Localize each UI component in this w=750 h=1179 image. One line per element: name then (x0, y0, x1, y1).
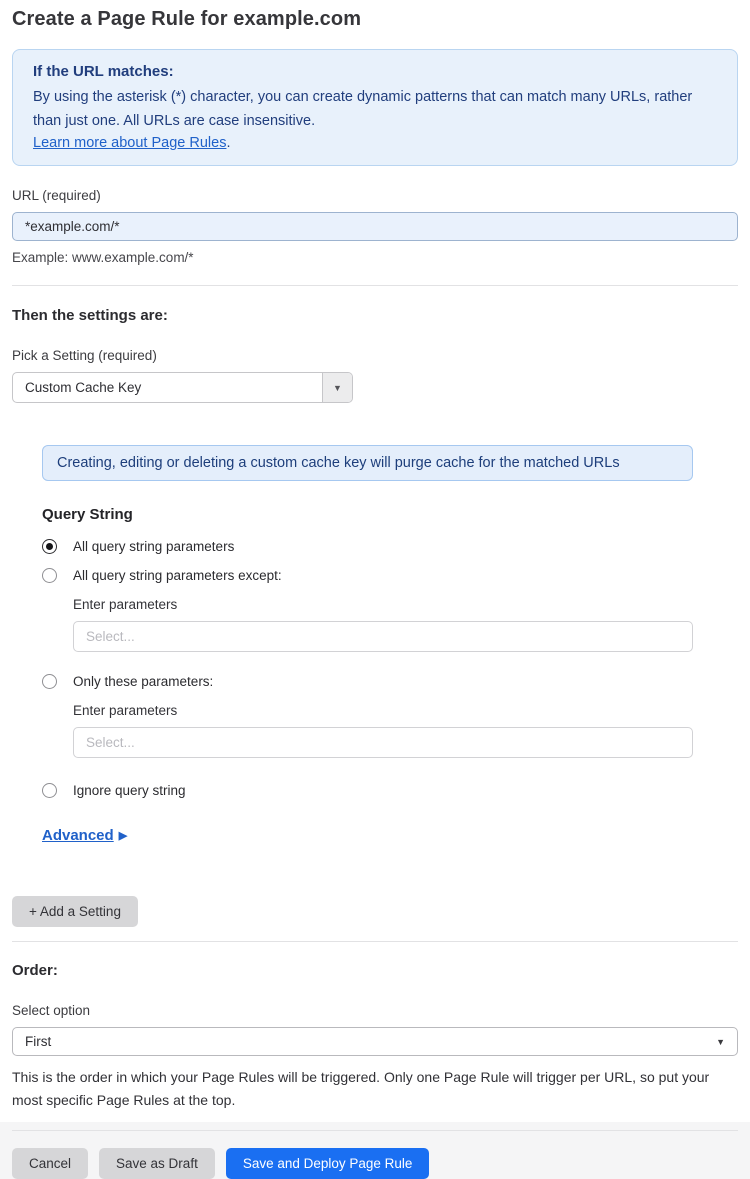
url-example-text: Example: www.example.com/* (12, 250, 194, 266)
divider-2 (12, 941, 738, 942)
setting-dropdown[interactable] (12, 372, 353, 403)
order-description: This is the order in which your Page Rules will be triggered. Only one Page Rule will trigger per URL, so put your most specific Page Rules at the top. (12, 1069, 710, 1108)
page-title: Create a Page Rule for example.com (12, 8, 362, 30)
radio-all-query-params[interactable] (42, 539, 738, 554)
radio-button-icon[interactable] (42, 539, 57, 554)
url-input[interactable] (12, 212, 738, 241)
order-select-label: Select option (12, 1003, 91, 1019)
settings-heading: Then the settings are: (12, 307, 168, 325)
enter-parameters-label: Enter parameters (73, 597, 178, 613)
order-dropdown-value: First (25, 1034, 52, 1050)
link-suffix: . (226, 135, 231, 152)
info-box-heading: If the URL matches: (33, 63, 174, 80)
info-box-body: By using the asterisk (*) character, you can create dynamic patterns that can match many URLs, rather than just one. All URLs are case insensitive. (33, 89, 693, 129)
radio-button-icon[interactable] (42, 674, 57, 689)
setting-dropdown-arrow-button[interactable] (322, 373, 352, 402)
radio-label: Only these parameters: (73, 674, 214, 690)
divider-1 (12, 285, 738, 286)
enter-parameters-label: Enter parameters (73, 703, 178, 719)
url-field-label: URL (required) (12, 188, 101, 204)
info-link-row (33, 135, 717, 151)
chevron-down-icon: ▼ (333, 382, 342, 393)
query-string-heading: Query String (42, 506, 133, 524)
setting-dropdown-value: Custom Cache Key (25, 380, 142, 396)
save-as-draft-button[interactable]: Save as Draft (99, 1148, 215, 1179)
action-button-row (12, 1148, 738, 1179)
setting-detail-section (42, 445, 738, 845)
only-params-block (73, 703, 738, 758)
only-params-input[interactable] (73, 727, 693, 758)
advanced-link-label: Advanced (42, 827, 114, 845)
radio-only-these-params[interactable] (42, 674, 738, 689)
except-params-input[interactable] (73, 621, 693, 652)
radio-button-icon[interactable] (42, 568, 57, 583)
chevron-down-icon: ▼ (716, 1036, 725, 1047)
order-dropdown[interactable] (12, 1027, 738, 1056)
radio-button-icon[interactable] (42, 783, 57, 798)
radio-label: All query string parameters (73, 539, 235, 555)
learn-more-link[interactable]: Learn more about Page Rules (33, 135, 227, 152)
radio-label: All query string parameters except: (73, 568, 282, 584)
except-params-block (73, 597, 738, 652)
add-setting-button[interactable]: + Add a Setting (12, 896, 138, 927)
order-heading: Order: (12, 962, 58, 980)
pick-setting-label: Pick a Setting (required) (12, 348, 157, 364)
radio-label: Ignore query string (73, 783, 186, 799)
url-match-info-box (12, 49, 738, 166)
cache-purge-notice: Creating, editing or deleting a custom cache key will purge cache for the matched URLs (42, 445, 693, 481)
advanced-link[interactable] (42, 827, 127, 844)
radio-ignore-query-string[interactable] (42, 783, 738, 798)
cancel-button[interactable]: Cancel (12, 1148, 88, 1179)
radio-all-params-except[interactable] (42, 568, 738, 583)
chevron-right-icon: ▶ (118, 830, 128, 843)
divider-3 (12, 1130, 738, 1131)
save-and-deploy-button[interactable]: Save and Deploy Page Rule (226, 1148, 430, 1179)
